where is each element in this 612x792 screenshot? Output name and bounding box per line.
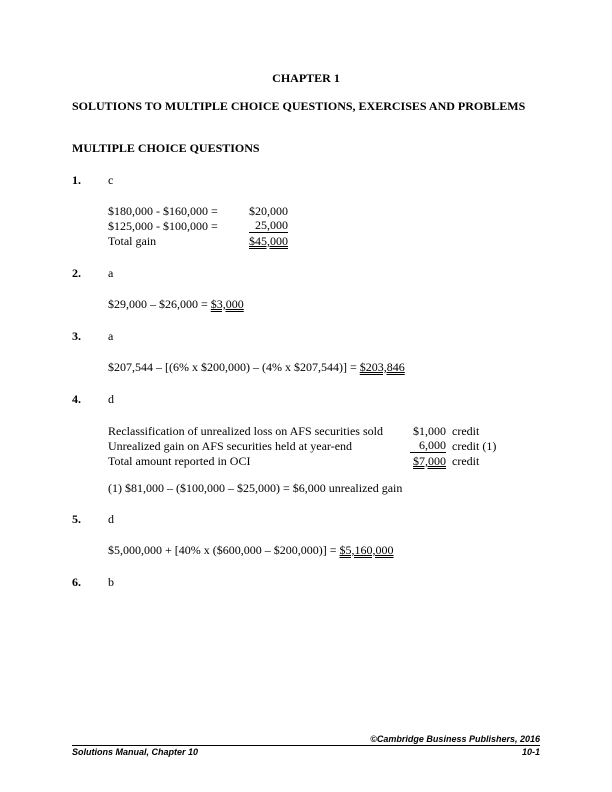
calc-row-value: $45,000 [249,234,288,248]
oci-row-value: 6,000 [410,439,446,453]
calc-result: $203,846 [359,360,405,374]
oci-row-value: $7,000 [413,454,446,468]
calc-row-value: 25,000 [249,219,288,233]
question-answer: a [108,266,114,280]
footer-page-number: 10-1 [521,747,540,757]
calc-expression: $29,000 – $26,000 = [108,297,211,311]
question-answer: d [108,512,114,526]
question-number: 1. [72,173,81,187]
calc-line [108,543,394,557]
footer-divider [72,745,540,746]
footer-copyright: ©Cambridge Business Publishers, 2016 [370,734,540,744]
calc-row-label: Total gain [108,234,157,248]
question-number: 6. [72,575,81,589]
question-answer: c [108,173,114,187]
question-answer: d [108,392,114,406]
question-answer: b [108,575,114,589]
question-answer: a [108,329,114,343]
oci-row-label: Reclassification of unrealized loss on AFS securities sold [108,424,383,438]
footnote: (1) $81,000 – ($100,000 – $25,000) = $6,000 unrealized gain [108,481,403,495]
chapter-title: CHAPTER 1 [272,71,340,85]
oci-row-label: Total amount reported in OCI [108,454,251,468]
calc-expression: $207,544 – [(6% x $200,000) – (4% x $207,544)] = [108,360,360,374]
subsection-title: MULTIPLE CHOICE QUESTIONS [72,141,260,155]
calc-expression: $5,000,000 + [40% x ($600,000 – $200,000)] = [108,543,340,557]
footer-left: Solutions Manual, Chapter 10 [72,747,199,757]
question-number: 3. [72,329,81,343]
calc-row-label: $125,000 - $100,000 = [108,219,218,233]
calc-row-label: $180,000 - $160,000 = [108,204,218,218]
calc-line [108,360,405,374]
calc-result: $3,000 [210,297,244,311]
question-number: 5. [72,512,81,526]
question-number: 4. [72,392,81,406]
calc-result: $5,160,000 [339,543,394,557]
calc-line [108,297,244,311]
oci-row-label: Unrealized gain on AFS securities held at year-end [108,439,353,453]
oci-row-value: $1,000 [413,424,446,438]
oci-row-note: credit [452,424,480,438]
question-number: 2. [72,266,81,280]
section-title: SOLUTIONS TO MULTIPLE CHOICE QUESTIONS, EXERCISES AND PROBLEMS [72,99,526,113]
oci-row-note: credit (1) [452,439,497,453]
calc-row-value: $20,000 [249,204,288,218]
oci-row-note: credit [452,454,480,468]
